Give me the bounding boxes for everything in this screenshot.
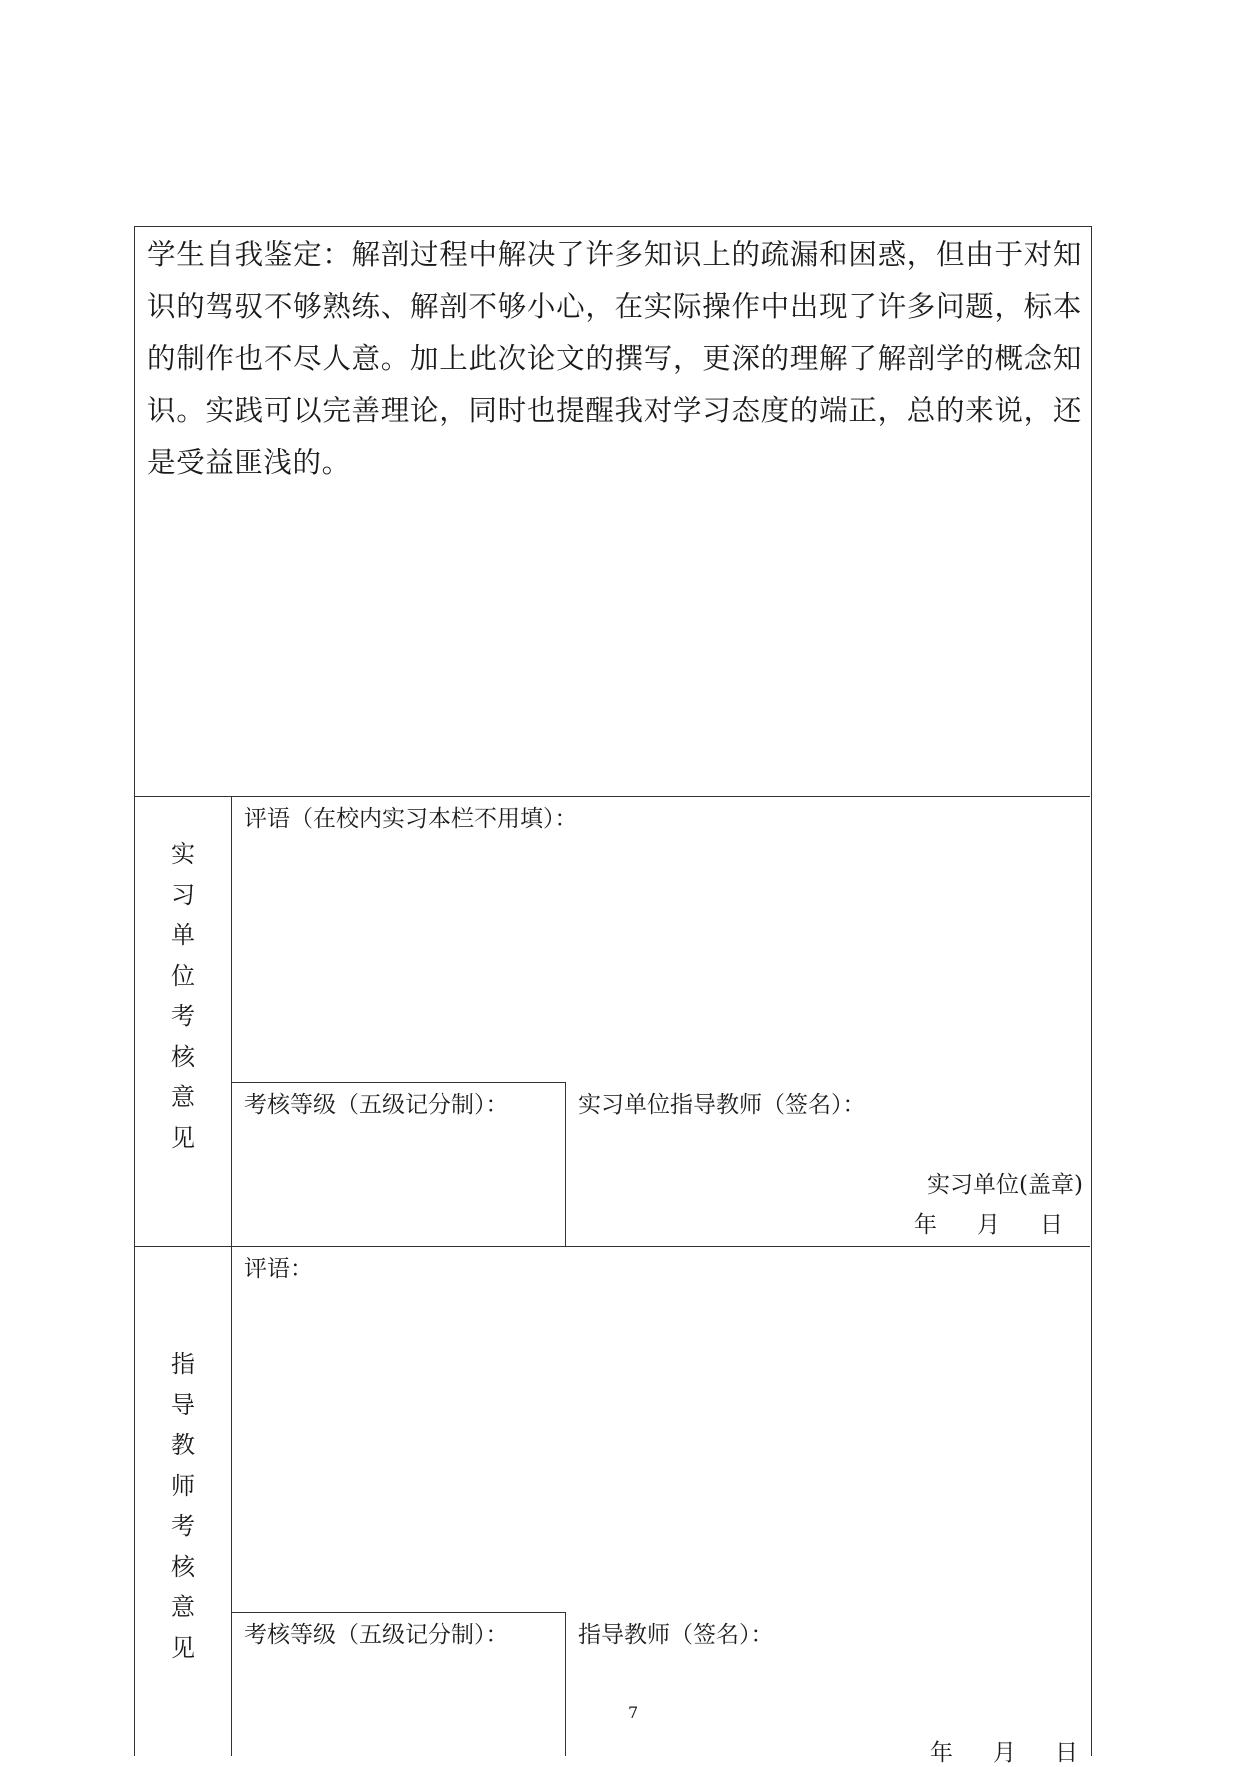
page-number: 7 (628, 1703, 639, 1722)
side-label-char: 师 (171, 1471, 195, 1500)
self-evaluation-text: 学生自我鉴定：解剖过程中解决了许多知识上的疏漏和困惑，但由于对知识的驾驭不够熟练、解剖不够小心，在实际操作中出现了许多问题，标本的制作也不尽人意。加上此次论文的撰写，更深的理解了解剖学的概念知识。实践可以完善理论，同时也提醒我对学习态度的端正，总的来说，还是受益匪浅的。 (147, 238, 1082, 479)
unit-comment-label: 评语（在校内实习本栏不用填）： (244, 806, 578, 832)
side-label-char: 核 (171, 1552, 195, 1581)
teacher-date-day: 日 (1055, 1740, 1078, 1766)
side-label-column-border (231, 796, 232, 1756)
unit-grade-right-border (565, 1082, 566, 1246)
side-label-char: 考 (171, 1002, 195, 1030)
teacher-section-top-border (135, 1246, 1090, 1247)
teacher-assessment-side-label (135, 1344, 231, 1668)
unit-teacher-signature-label: 实习单位指导教师（签名）： (578, 1092, 866, 1118)
side-label-char: 见 (171, 1633, 195, 1662)
unit-date-year: 年 (914, 1212, 937, 1238)
teacher-grade-label: 考核等级（五级记分制）： (244, 1622, 509, 1648)
teacher-signature-label: 指导教师（签名）： (578, 1622, 774, 1648)
side-label-char: 意 (171, 1083, 195, 1111)
unit-date-month: 月 (977, 1212, 1000, 1238)
unit-stamp-label: 实习单位(盖章) (927, 1172, 1083, 1198)
unit-assessment-side-label (135, 834, 231, 1158)
teacher-date-month: 月 (993, 1740, 1016, 1766)
side-label-char: 核 (171, 1042, 195, 1071)
evaluation-form-table (134, 226, 1092, 1766)
side-label-char: 位 (171, 961, 195, 990)
side-label-char: 考 (171, 1512, 195, 1540)
side-label-char: 单 (171, 921, 195, 949)
side-label-char: 导 (171, 1390, 195, 1419)
side-label-char: 教 (171, 1431, 195, 1459)
side-label-char: 指 (171, 1350, 195, 1378)
unit-section-top-border (135, 796, 1090, 797)
unit-date-day: 日 (1040, 1212, 1063, 1238)
teacher-grade-right-border (565, 1612, 566, 1756)
side-label-char: 习 (171, 880, 195, 909)
side-label-char: 意 (171, 1593, 195, 1621)
unit-grade-label: 考核等级（五级记分制）： (244, 1092, 509, 1118)
teacher-comment-label: 评语： (244, 1256, 313, 1282)
teacher-grade-top-border (231, 1612, 565, 1613)
side-label-char: 实 (171, 840, 195, 868)
unit-grade-top-border (231, 1082, 565, 1083)
side-label-char: 见 (171, 1123, 195, 1152)
teacher-date-year: 年 (930, 1740, 953, 1766)
